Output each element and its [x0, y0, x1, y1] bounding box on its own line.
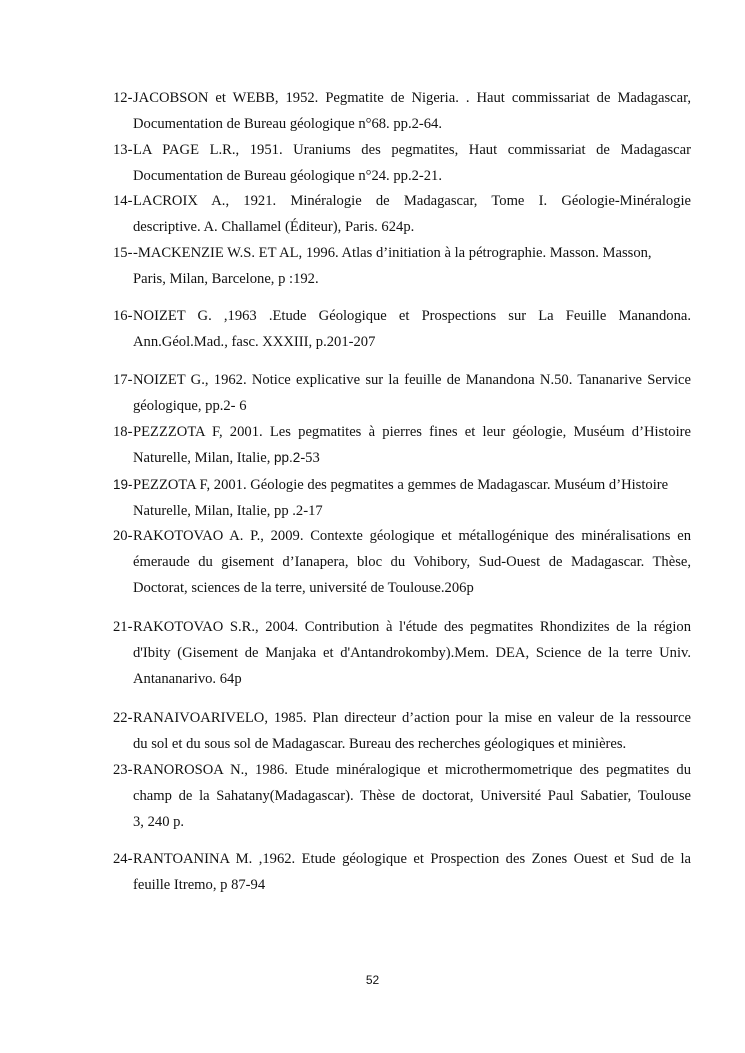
reference-text: Paris, Milan, Barcelone, p :192.: [133, 271, 319, 287]
reference-text: LA PAGE L.R., 1951. Uraniums des pegmatites, Haut commissariat de Madagascar: [133, 142, 691, 158]
reference-item: [113, 419, 691, 471]
reference-item: [113, 85, 691, 137]
reference-text: JACOBSON et WEBB, 1952. Pegmatite de Nigeria. . Haut commissariat de Madagascar,: [133, 90, 691, 106]
reference-item: [113, 757, 691, 835]
reference-number: 20-: [113, 528, 133, 544]
reference-text: RAKOTOVAO A. P., 2009. Contexte géologique et métallogénique des minéralisations en: [133, 528, 691, 544]
reference-number: 15-: [113, 245, 133, 261]
reference-text-part: pp.2: [274, 450, 301, 465]
reference-text: RAKOTOVAO S.R., 2004. Contribution à l'étude des pegmatites Rhondizites de la région: [133, 619, 691, 635]
reference-text: Documentation de Bureau géologique n°24. pp.2-21.: [133, 168, 442, 184]
reference-number: 24-: [113, 851, 133, 867]
reference-number: 17-: [113, 372, 133, 388]
reference-text: d'Ibity (Gisement de Manjaka et d'Antandrokomby).Mem. DEA, Science de la terre Univ.: [133, 645, 691, 661]
reference-text: champ de la Sahatany(Madagascar). Thèse de doctorat, Université Paul Sabatier, Toulouse: [133, 788, 691, 804]
reference-text: RANOROSOA N., 1986. Etude minéralogique et microthermometrique des pegmatites du: [133, 762, 691, 778]
reference-item: [113, 472, 691, 524]
page-number: 52: [365, 973, 380, 987]
reference-text: PEZZZOTA F, 2001. Les pegmatites à pierres fines et leur géologie, Muséum d’Histoire: [133, 424, 691, 440]
reference-item: [113, 188, 691, 240]
reference-text: Naturelle, Milan, Italie, pp .2-17: [133, 503, 323, 519]
reference-text: émeraude du gisement d’Ianapera, bloc du Vohibory, Sud-Ouest de Madagascar. Thèse,: [133, 554, 691, 570]
reference-text: RANAIVOARIVELO, 1985. Plan directeur d’action pour la mise en valeur de la ressource: [133, 710, 691, 726]
reference-text: PEZZOTA F, 2001. Géologie des pegmatites a gemmes de Madagascar. Muséum d’Histoire: [133, 477, 669, 493]
reference-item: [113, 137, 691, 189]
reference-text: Doctorat, sciences de la terre, université de Toulouse.206p: [133, 580, 474, 596]
reference-number: 16-: [113, 308, 133, 324]
reference-text: [133, 445, 691, 471]
reference-text: descriptive. A. Challamel (Éditeur), Paris. 624p.: [133, 219, 415, 235]
reference-item: [113, 614, 691, 692]
reference-number: 14-: [113, 193, 133, 209]
reference-number: 21-: [113, 619, 133, 635]
reference-text-part: Naturelle, Milan, Italie,: [133, 450, 275, 466]
reference-text: Antananarivo. 64p: [133, 671, 242, 687]
reference-item: [113, 705, 691, 757]
reference-number: 22-: [113, 710, 133, 726]
reference-text: NOIZET G. ,1963 .Etude Géologique et Prospections sur La Feuille Manandona.: [133, 308, 691, 324]
reference-number: 12-: [113, 90, 133, 106]
reference-item: [113, 523, 691, 601]
reference-text: Ann.Géol.Mad., fasc. XXXIII, p.201-207: [133, 334, 376, 350]
reference-item: [113, 367, 691, 419]
reference-text: RANTOANINA M. ,1962. Etude géologique et Prospection des Zones Ouest et Sud de la: [133, 851, 691, 867]
reference-text: feuille Itremo, p 87-94: [133, 877, 266, 893]
reference-text: -MACKENZIE W.S. ET AL, 1996. Atlas d’initiation à la pétrographie. Masson. Masson,: [133, 245, 652, 261]
reference-text: géologique, pp.2- 6: [133, 398, 247, 414]
reference-text: Documentation de Bureau géologique n°68. pp.2-64.: [133, 116, 442, 132]
reference-item: [113, 846, 691, 898]
reference-text-part: -53: [300, 450, 320, 466]
reference-number: 23-: [113, 762, 133, 778]
reference-number: 19-: [113, 477, 133, 492]
reference-number: 13-: [113, 142, 133, 158]
reference-text: NOIZET G., 1962. Notice explicative sur la feuille de Manandona N.50. Tananarive Service: [133, 372, 691, 388]
reference-item: [113, 240, 691, 292]
reference-item: [113, 303, 691, 355]
reference-text: 3, 240 p.: [133, 814, 185, 830]
reference-number: 18-: [113, 424, 133, 440]
reference-text: du sol et du sous sol de Madagascar. Bureau des recherches géologiques et minières.: [133, 736, 627, 752]
reference-text: LACROIX A., 1921. Minéralogie de Madagascar, Tome I. Géologie-Minéralogie: [133, 193, 691, 209]
